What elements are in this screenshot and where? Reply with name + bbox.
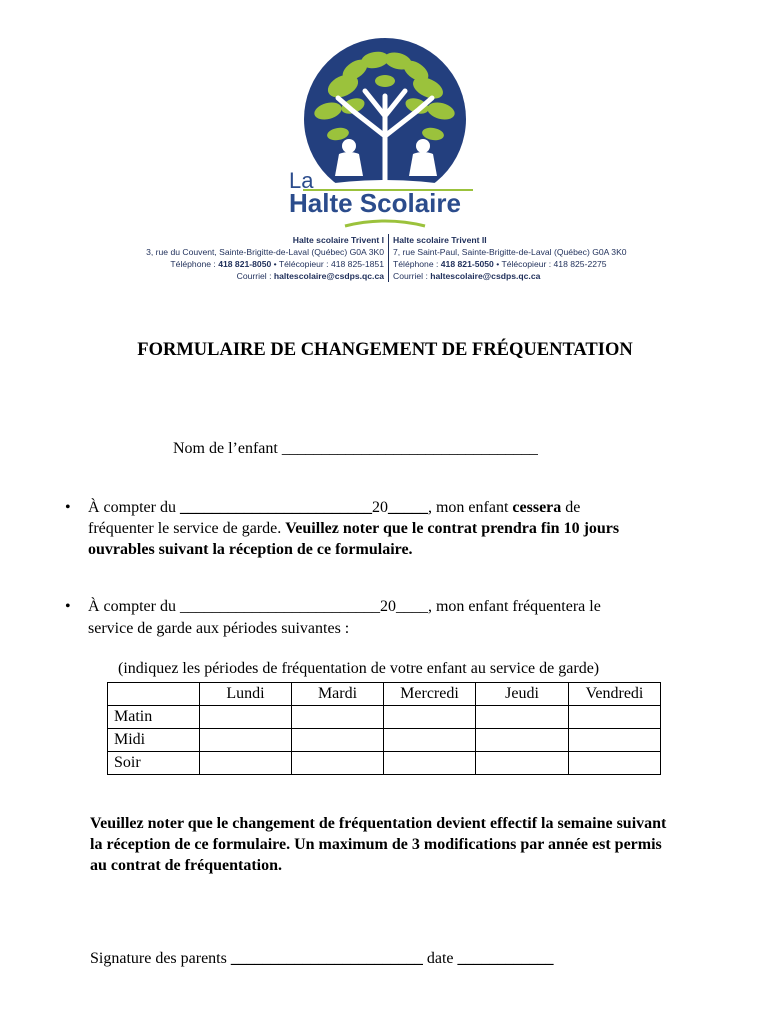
schedule-cell[interactable] [476,729,569,752]
bullet-icon: • [65,499,71,516]
address-line: 3, rue du Couvent, Sainte-Brigitte-de-Laval (Québec) G0A 3K0 [146,247,384,257]
schedule-header-row [108,683,661,706]
fax-line: • Télécopieur : 418 825-2275 [493,259,607,269]
address-line: 7, rue Saint-Paul, Sainte-Brigitte-de-Laval (Québec) G0A 3K0 [393,247,627,257]
schedule-corner-cell [108,683,200,706]
day-header-mercredi: Mercredi [384,683,476,706]
signature-row [90,950,554,968]
address-block-trivent-2 [393,234,627,282]
stop-line-3 [88,541,413,559]
schedule-table [107,682,661,775]
fax-line: • Télécopieur : 418 825-1851 [271,259,384,269]
change-year-prefix: 20 [379,598,396,615]
schedule-caption: (indiquez les périodes de fréquentation de votre enfant au service de garde) [118,660,600,677]
schedule-cell[interactable] [200,706,292,729]
schedule-cell[interactable] [476,706,569,729]
change-line-2: service de garde aux périodes suivantes : [88,620,350,637]
phone-label: Téléphone : [170,259,219,269]
child-name-field[interactable]: ________________________________ [281,440,538,457]
leaf-underline-icon [343,218,427,230]
change-prefix: À compter du [88,598,180,615]
date-label: date [422,950,458,967]
schedule-cell[interactable] [569,729,661,752]
change-year-field[interactable]: ____ [395,598,428,615]
school-logo [283,36,487,236]
schedule-row-midi [108,729,661,752]
address-title: Halte scolaire Trivent II [393,235,487,245]
child-name-label: Nom de l’enfant [173,440,282,457]
stop-keyword: cessera [512,499,562,516]
bullet-icon: • [65,598,71,615]
stop-year-prefix: 20 [371,499,388,516]
stop-middle: , mon enfant [427,499,513,516]
schedule-cell[interactable] [200,752,292,775]
schedule-cell[interactable] [569,752,661,775]
note-line: au contrat de fréquentation. [90,857,282,874]
change-date-line [88,598,601,616]
email-address: haltescolaire@csdps.qc.ca [430,271,541,281]
stop-line-2 [88,520,619,538]
email-label: Courriel : [393,271,431,281]
schedule-cell[interactable] [384,729,476,752]
form-title: FORMULAIRE DE CHANGEMENT DE FRÉQUENTATION [137,340,633,360]
schedule-cell[interactable] [292,729,384,752]
address-block-trivent-1 [146,234,384,282]
schedule-cell[interactable] [292,706,384,729]
schedule-cell[interactable] [200,729,292,752]
stop-date-field[interactable]: ________________________ [179,499,372,516]
schedule-row-matin [108,706,661,729]
address-divider [388,234,389,282]
stop-line2-normal: fréquenter le service de garde. [88,520,286,537]
note-line: Veuillez noter que le changement de fréquentation devient effectif la semaine suivant [90,815,667,832]
phone-number: 418 821-8050 [218,259,272,269]
email-address: haltescolaire@csdps.qc.ca [273,271,384,281]
period-label-matin: Matin [108,706,200,729]
stop-date-line [88,499,580,517]
date-field[interactable]: ____________ [457,950,554,967]
stop-line3-bold: ouvrables suivant la réception de ce formulaire. [88,541,413,558]
schedule-cell[interactable] [476,752,569,775]
day-header-jeudi: Jeudi [476,683,569,706]
change-date-field[interactable]: _________________________ [179,598,380,615]
schedule-row-soir [108,752,661,775]
stop-prefix: À compter du [88,499,180,516]
stop-suffix: de [561,499,581,516]
schedule-cell[interactable] [569,706,661,729]
logo-la-text: La [289,168,314,193]
signature-field[interactable]: ________________________ [230,950,423,967]
phone-label: Téléphone : [393,259,441,269]
effective-change-note [90,813,740,876]
period-label-midi: Midi [108,729,200,752]
logo-name-text: Halte Scolaire [289,188,461,218]
email-label: Courriel : [236,271,274,281]
day-header-vendredi: Vendredi [569,683,661,706]
period-label-soir: Soir [108,752,200,775]
note-line: la réception de ce formulaire. Un maximum de 3 modifications par année est permis [90,836,662,853]
signature-label: Signature des parents [90,950,231,967]
schedule-cell[interactable] [292,752,384,775]
schedule-cell[interactable] [384,752,476,775]
day-header-lundi: Lundi [200,683,292,706]
phone-number: 418 821-5050 [440,259,494,269]
child-name-row [173,440,538,458]
change-suffix: , mon enfant fréquentera le [427,598,601,615]
address-title: Halte scolaire Trivent I [292,235,384,245]
schedule-cell[interactable] [384,706,476,729]
stop-year-field[interactable]: _____ [387,499,428,516]
stop-line2-bold: Veuillez noter que le contrat prendra fin 10 jours [285,520,620,537]
day-header-mardi: Mardi [292,683,384,706]
